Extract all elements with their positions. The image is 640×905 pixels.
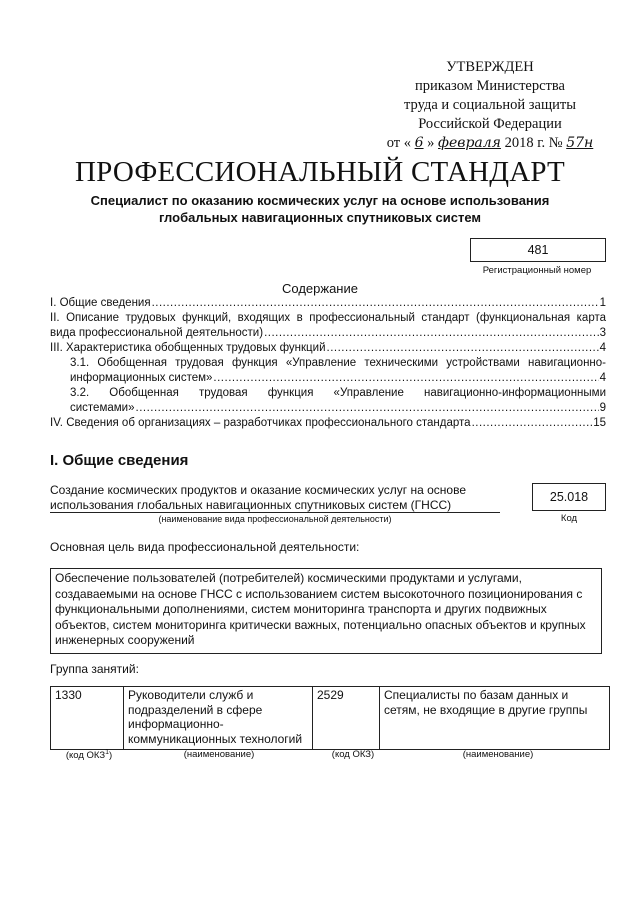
- standard-name: [60, 192, 580, 226]
- section-heading: I. Общие сведения: [50, 452, 189, 469]
- toc-leader: [152, 296, 599, 311]
- number-sign: №: [548, 135, 563, 151]
- toc-leader: [264, 326, 599, 341]
- occupation-group-label: Группа занятий:: [50, 662, 139, 676]
- toc-item[interactable]: [50, 341, 606, 356]
- activity-name: [50, 483, 500, 513]
- approval-line: Российской Федерации: [418, 116, 562, 132]
- toc-leader: [327, 341, 599, 356]
- page-title: ПРОФЕССИОНАЛЬНЫЙ СТАНДАРТ: [75, 156, 565, 188]
- toc-item-text: III. Характеристика обобщенных трудовых функций: [50, 342, 326, 354]
- occupation-name-cell: Специалисты по базам данных и сетям, не входящие в другие группы: [380, 687, 610, 750]
- activity-code-label: Код: [560, 513, 578, 524]
- toc-heading: Содержание: [282, 281, 358, 296]
- toc-item-page: 4: [599, 372, 606, 384]
- registration-number-box: 481: [470, 238, 606, 262]
- approval-line: труда и социальной защиты: [404, 97, 576, 113]
- activity-caption: (наименование вида профессиональной деятельности): [158, 514, 392, 524]
- toc-item-page: 1: [599, 297, 606, 309]
- toc-item-text: IV. Сведения об организациях – разработчиках профессионального стандарта: [50, 417, 471, 429]
- approval-line: приказом Министерства: [415, 78, 565, 94]
- toc-item[interactable]: [50, 356, 606, 386]
- handwritten-month: февраля: [438, 135, 501, 151]
- name-caption: (наименование): [183, 749, 255, 760]
- goal-label: Основная цель вида профессиональной деятельности:: [50, 540, 360, 554]
- approval-title: УТВЕРЖДЕН: [446, 59, 534, 75]
- toc-item[interactable]: [50, 416, 606, 431]
- name-caption: (наименование): [462, 749, 534, 760]
- toc-leader: [472, 416, 593, 431]
- table-of-contents: [50, 296, 606, 431]
- toc-item-page: 3: [599, 327, 606, 339]
- underline-divider: [50, 512, 500, 513]
- activity-line: использования глобальных навигационных спутниковых систем (ГНСС): [50, 498, 452, 512]
- toc-leader: [213, 371, 598, 386]
- toc-item-text: 3.2. Обобщенная трудовая функция «Управление навигационно-информационными: [70, 387, 606, 399]
- registration-number-label: Регистрационный номер: [482, 265, 592, 276]
- toc-item[interactable]: [50, 386, 606, 416]
- toc-item-text-cont: системами»: [70, 402, 135, 414]
- activity-code-box: 25.018: [532, 483, 606, 511]
- toc-item-page: 4: [599, 342, 606, 354]
- okz-code-caption: (код ОКЗ): [331, 749, 375, 760]
- toc-item[interactable]: [50, 311, 606, 341]
- toc-leader: [136, 401, 599, 416]
- occupation-table: [50, 686, 610, 750]
- toc-item-text-cont: информационных систем»: [70, 372, 213, 384]
- date-separator: »: [427, 135, 435, 151]
- subtitle-line: Специалист по оказанию космических услуг на основе использования: [90, 193, 550, 208]
- approval-date-line: [340, 134, 640, 153]
- table-row: [51, 687, 610, 750]
- date-year: 2018 г.: [504, 135, 546, 151]
- handwritten-day: 6: [414, 135, 424, 151]
- okz-code-cell: 2529: [313, 687, 380, 750]
- toc-item-text: 3.1. Обобщенная трудовая функция «Управление техническими устройствами навигационно-: [70, 357, 606, 369]
- approval-block: [340, 58, 640, 153]
- toc-item-page: 9: [599, 402, 606, 414]
- occupation-name-cell: Руководители служб и подразделений в сфере информационно-коммуникационных технологий: [124, 687, 313, 750]
- handwritten-number: 57н: [566, 135, 594, 151]
- toc-item[interactable]: [50, 296, 606, 311]
- toc-item-text-cont: вида профессиональной деятельности): [50, 327, 264, 339]
- okz-code-caption: (код ОКЗ$^1$): [65, 749, 113, 762]
- okz-code-cell: 1330: [51, 687, 124, 750]
- toc-item-text: I. Общие сведения: [50, 297, 151, 309]
- activity-line: Создание космических продуктов и оказание космических услуг на основе: [50, 483, 466, 497]
- date-prefix: от «: [386, 135, 411, 151]
- toc-item-text: II. Описание трудовых функций, входящих в профессиональный стандарт (функциональная карта: [50, 312, 606, 324]
- subtitle-line: глобальных навигационных спутниковых систем: [158, 210, 482, 225]
- goal-text-box: Обеспечение пользователей (потребителей) космическими продуктами и услугами, создаваемыми на основе ГНСС с использованием систем высокоточного позиционирования с функциональными дополнениями, систем мониторинга транспорта и других подвижных объектов, систем мониторинга критически важных, потенциально опасных объектов и крупных инженерных сооружений: [50, 568, 602, 654]
- toc-item-page: 15: [593, 417, 606, 429]
